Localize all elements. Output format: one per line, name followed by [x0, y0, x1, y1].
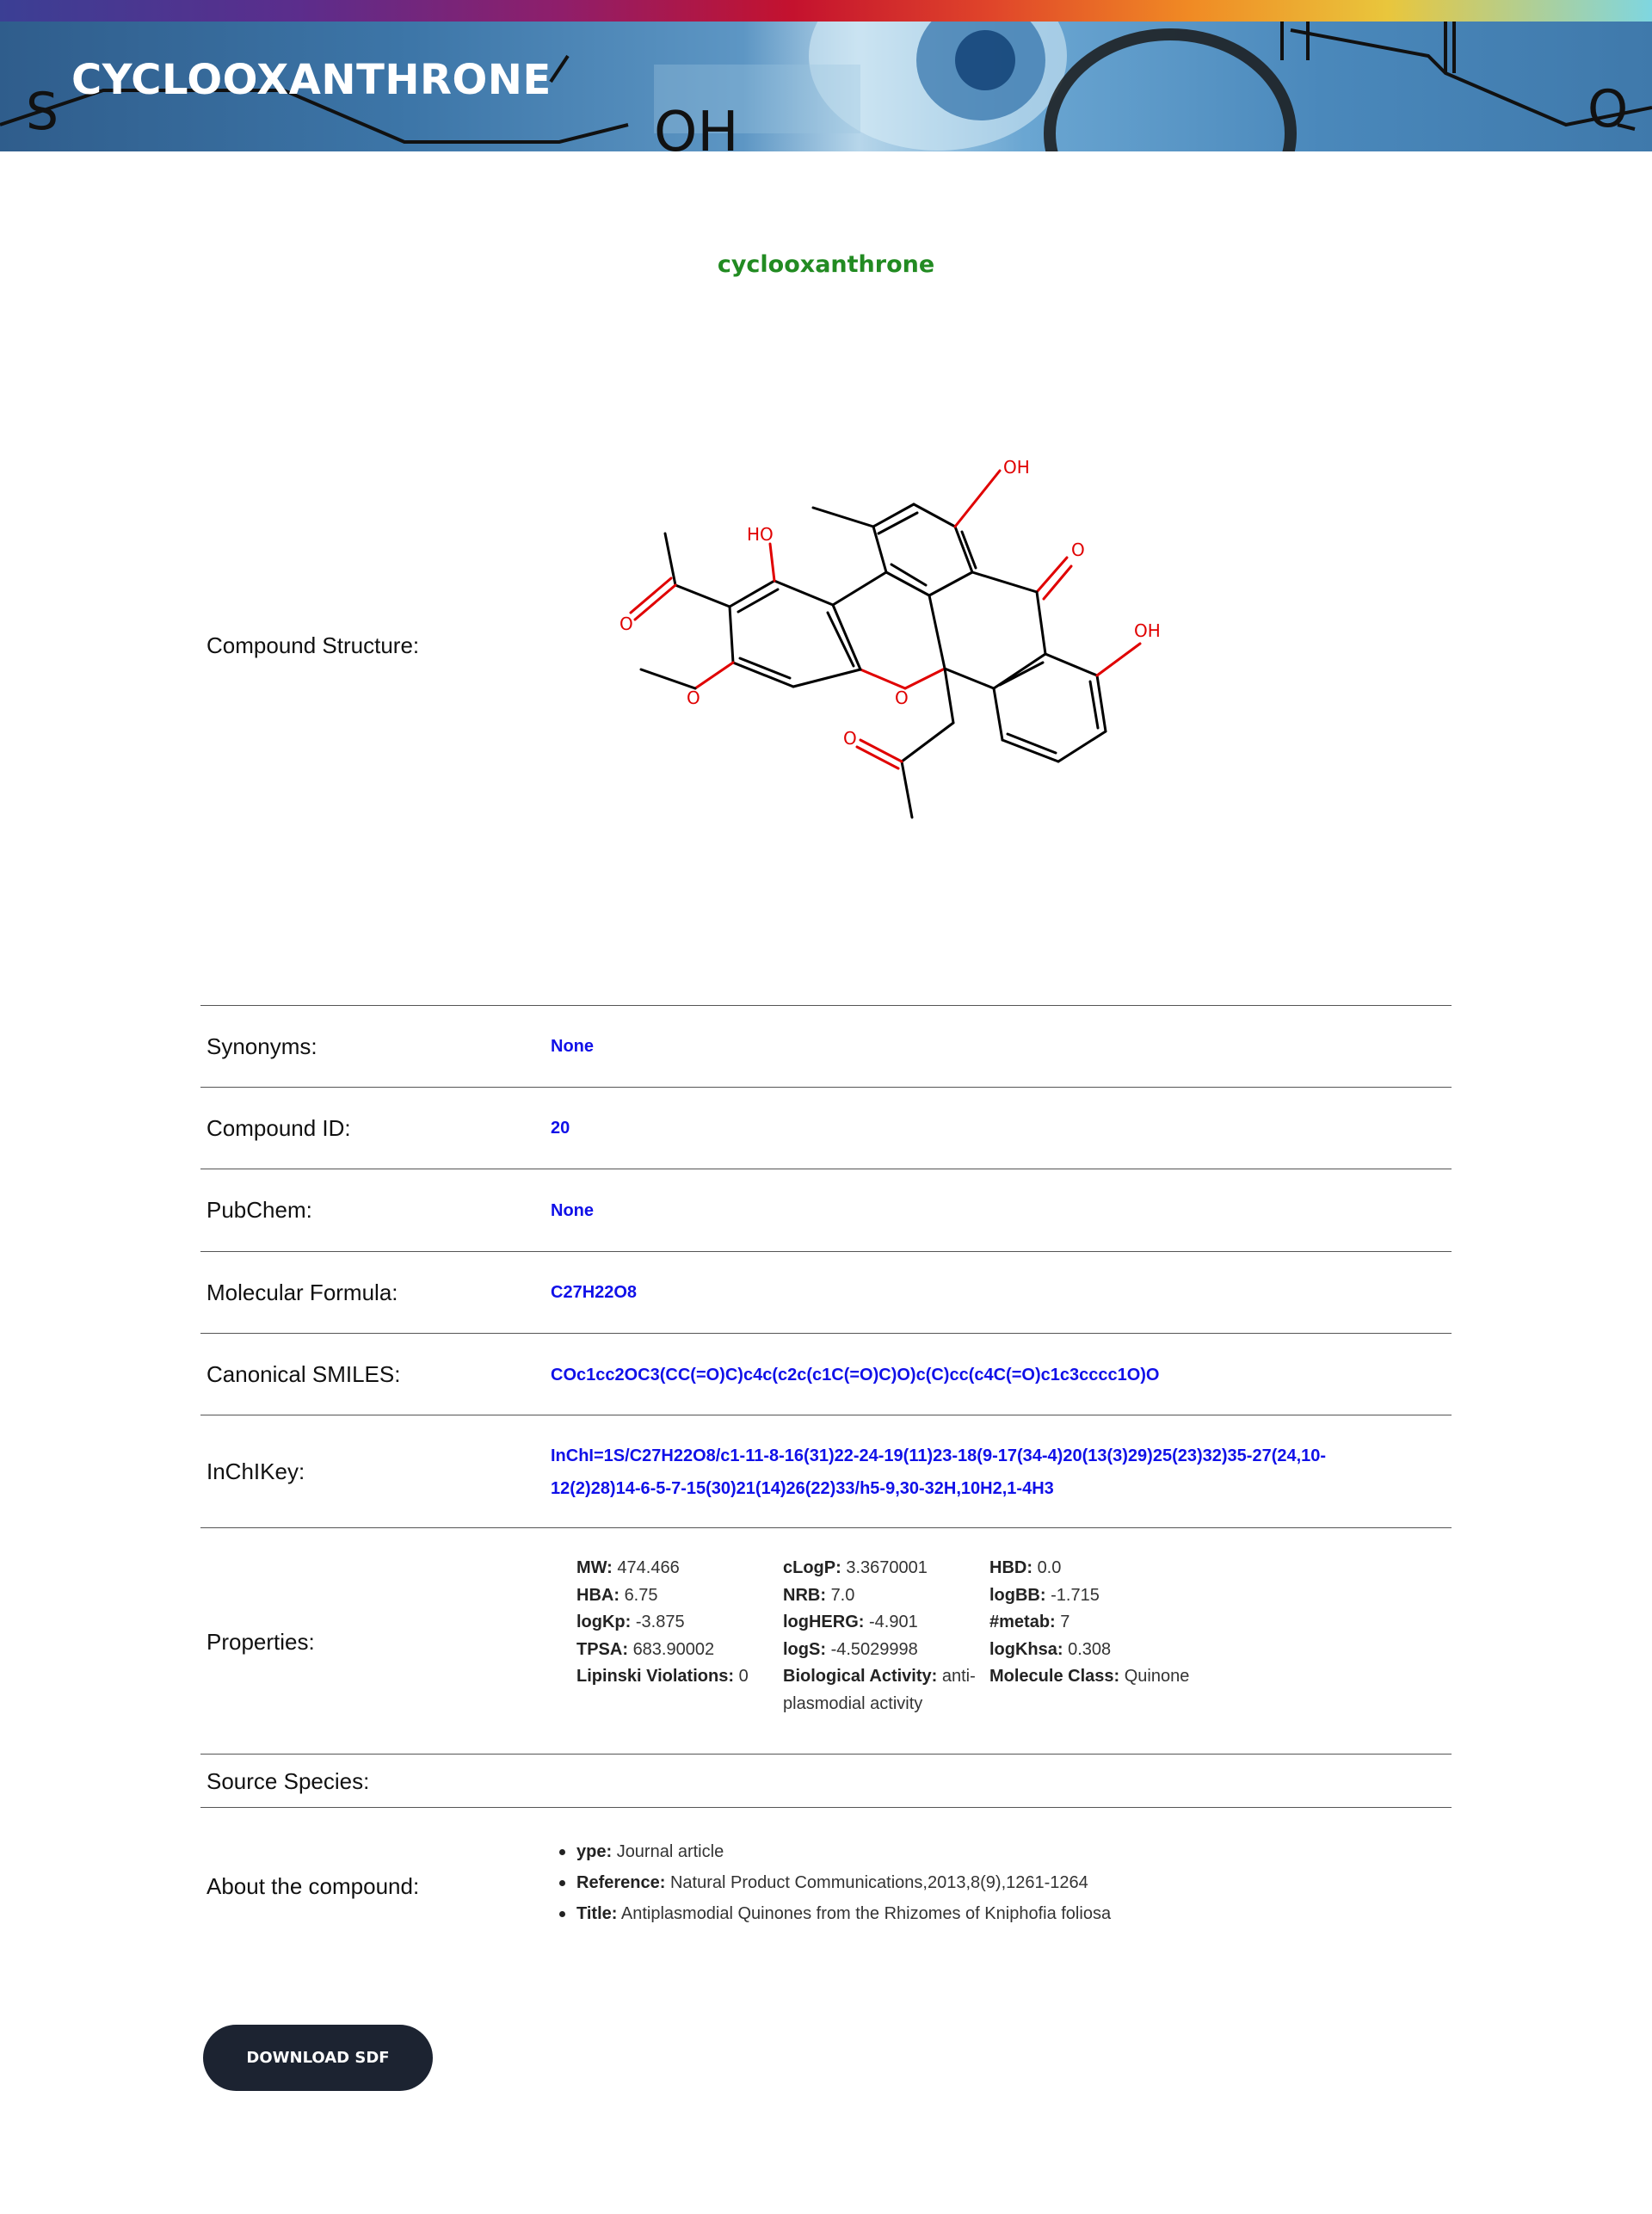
divider [200, 1333, 1452, 1334]
atom-label-side-o: O [843, 728, 857, 749]
page-title: CYCLOOXANTHRONE [71, 56, 552, 104]
about-compound-list [551, 1836, 1111, 1929]
atom-label-ho-left: HO [747, 524, 774, 545]
atom-label-ketone-o: O [1071, 540, 1085, 560]
properties-label: Properties: [206, 1629, 315, 1655]
atom-label-oh-right: OH [1134, 620, 1161, 641]
properties-col-2 [783, 1555, 989, 1718]
banner-decor-oh: OH [654, 101, 739, 151]
canonical-smiles-label: Canonical SMILES: [206, 1361, 401, 1387]
inchikey-line-2: 12(2)28)14-6-5-7-15(30)21(14)26(22)33/h5-9,30-32H,10H2,1-4H3 [551, 1479, 1054, 1498]
divider [200, 1005, 1452, 1006]
top-gradient-stripe [0, 0, 1652, 22]
compound-id-label: Compound ID: [206, 1115, 351, 1141]
property-logs: logS: -4.5029998 [783, 1639, 918, 1659]
properties-col-3 [989, 1555, 1196, 1718]
source-species-label: Source Species: [206, 1768, 370, 1794]
download-sdf-button[interactable]: DOWNLOAD SDF [203, 2025, 433, 2091]
properties-col-1 [576, 1555, 783, 1718]
list-item: ype: Journal article [551, 1836, 1111, 1867]
header-banner [0, 22, 1652, 151]
canonical-smiles-value: COc1cc2OC3(CC(=O)C)c4c(c2c(c1C(=O)C)O)c(C)cc(c4C(=O)c1c3cccc1O)O [551, 1366, 1160, 1385]
banner-decor-s: S [26, 82, 59, 142]
property-lipinski-violations: Lipinski Violations: 0 [576, 1667, 749, 1686]
properties-grid [576, 1555, 1196, 1718]
pubchem-label: PubChem: [206, 1197, 312, 1223]
molecular-formula-label: Molecular Formula: [206, 1280, 398, 1305]
compound-structure-image [602, 447, 1170, 843]
property-molecule-class: Molecule Class: Quinone [989, 1667, 1190, 1686]
compound-id-value: 20 [551, 1119, 570, 1138]
atom-label-ring-o: O [895, 688, 909, 708]
atom-label-acetyl-o: O [620, 614, 633, 634]
divider [200, 1251, 1452, 1252]
property-logkhsa: logKhsa: 0.308 [989, 1639, 1112, 1659]
property-logkp: logKp: -3.875 [576, 1613, 685, 1631]
divider [200, 1527, 1452, 1528]
property-hbd: HBD: 0.0 [989, 1558, 1062, 1577]
compound-name-heading: cyclooxanthrone [717, 251, 935, 278]
list-item: Title: Antiplasmodial Quinones from the Rhizomes of Kniphofia foliosa [551, 1898, 1111, 1929]
synonyms-label: Synonyms: [206, 1033, 317, 1059]
about-compound-label: About the compound: [206, 1873, 420, 1899]
inchikey-line-1: InChI=1S/C27H22O8/c1-11-8-16(31)22-24-19(11)23-18(9-17(34-4)20(13(3)29)25(23)32)35-27(24,10- [551, 1446, 1327, 1465]
inchikey-label: InChIKey: [206, 1459, 305, 1484]
divider [200, 1087, 1452, 1088]
list-item: Reference: Natural Product Communications,2013,8(9),1261-1264 [551, 1867, 1111, 1898]
atom-label-oh-top: OH [1003, 457, 1030, 478]
banner-decor-o: O [1587, 79, 1629, 139]
property-mw: MW: 474.466 [576, 1558, 680, 1577]
molecular-formula-value: C27H22O8 [551, 1283, 638, 1302]
compound-structure-label: Compound Structure: [206, 632, 420, 658]
property-clogp: cLogP: 3.3670001 [783, 1558, 928, 1577]
pubchem-value: None [551, 1201, 594, 1220]
property-biological-activity: Biological Activity: anti-plasmodial activity [783, 1667, 976, 1713]
synonyms-value: None [551, 1037, 594, 1056]
property-logbb: logBB: -1.715 [989, 1585, 1100, 1605]
property-metab: #metab: 7 [989, 1613, 1070, 1631]
property-logherg: logHERG: -4.901 [783, 1613, 918, 1631]
property-tpsa: TPSA: 683.90002 [576, 1639, 715, 1659]
divider [200, 1807, 1452, 1808]
divider [200, 1754, 1452, 1755]
property-hba: HBA: 6.75 [576, 1585, 658, 1605]
property-nrb: NRB: 7.0 [783, 1585, 855, 1605]
atom-label-methoxy-o: O [687, 688, 700, 708]
inchikey-value [551, 1440, 1411, 1505]
